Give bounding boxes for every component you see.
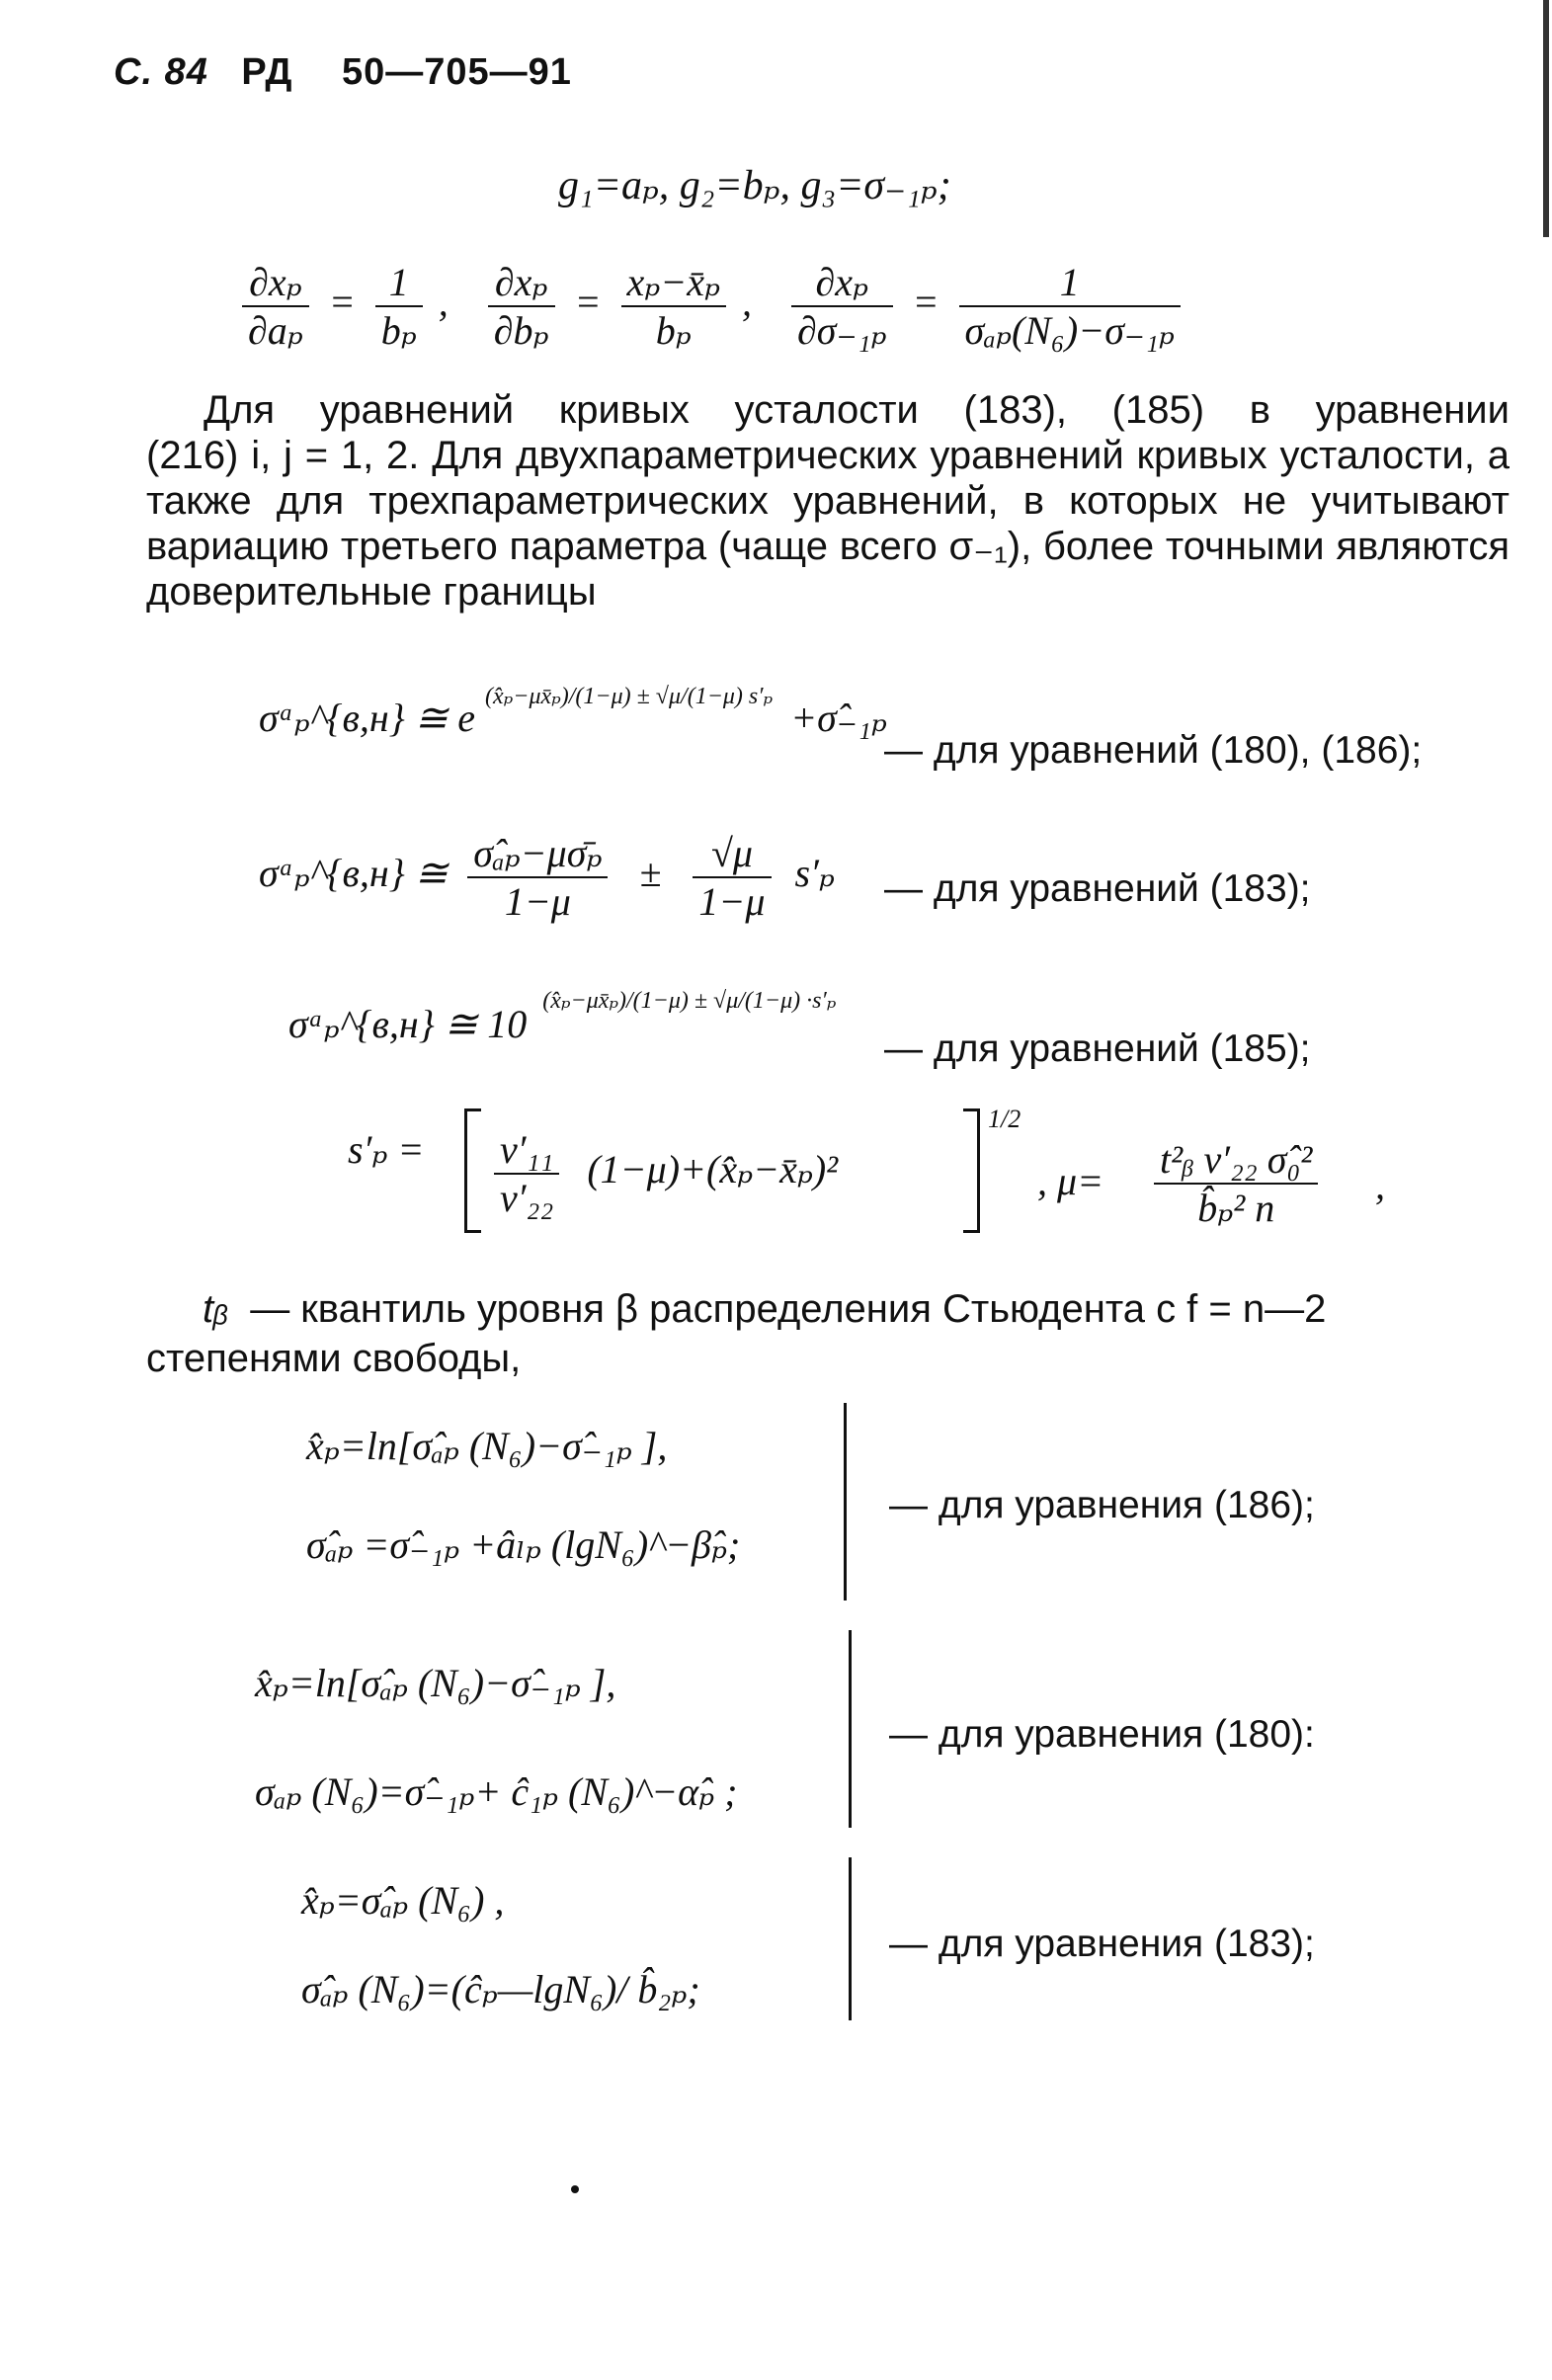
t-beta-line-2: степенями свободы, xyxy=(146,1337,522,1380)
bound-3-lhs: σᵃₚ^{в,н} ≅ 10 xyxy=(288,1002,528,1046)
bound-2-lhs: σᵃₚ^{в,н} ≅ xyxy=(259,851,449,896)
t-beta-line-1 xyxy=(203,1286,1326,1332)
derivative-3-rhs: $\frac{1}{\text{σₐₚ(N₆)−σ₋₁ₚ}}$ xyxy=(959,259,1181,354)
bound-2-s: s′ₚ xyxy=(794,851,835,896)
mu-denominator: b̂ₚ² n xyxy=(1197,1186,1275,1230)
derivative-1-lhs: $\frac{\text{∂xₚ}}{\text{∂aₚ}}$ xyxy=(242,259,309,354)
system-2-label: — для уравнения (180): xyxy=(889,1713,1315,1756)
bound-2-label: — для уравнений (183); xyxy=(884,867,1311,910)
bound-1-label: — для уравнений (180), (186); xyxy=(884,729,1423,772)
page-header xyxy=(114,51,572,94)
bound-1-tail: +σ̂₋₁ₚ xyxy=(790,696,887,740)
s-inner xyxy=(494,1126,838,1221)
bound-1-exponent: (x̂ₚ−μx̄ₚ)/(1−μ) ± √μ/(1−μ) s′ₚ xyxy=(485,684,774,709)
s-end-comma: , xyxy=(1375,1163,1385,1207)
mu-fraction xyxy=(1154,1136,1318,1231)
derivative-2-rhs: $\frac{\text{xₚ−x̄ₚ}}{\text{bₚ}}$ xyxy=(621,259,727,354)
paragraph-rest: (216) i, j = 1, 2. Для двухпараметрических уравнений кривых усталости, а также для трехпараметрических уравнений, в которых не учитывают вариацию третьего параметра (чаще всего σ₋₁), более точными являются доверительные границы xyxy=(146,434,1510,614)
system-1-label: — для уравнения (186); xyxy=(889,1484,1315,1526)
print-speck xyxy=(571,2185,579,2193)
bound-2-formula xyxy=(259,830,835,925)
system-3-brace xyxy=(835,1857,852,2020)
page-number: С. 84 xyxy=(114,51,208,93)
t-beta-symbol: tᵦ xyxy=(203,1287,230,1331)
t-beta-text: — квантиль уровня β распределения Стьюдента с f = n—2 xyxy=(250,1287,1327,1331)
paragraph-line-1: Для уравнений кривых усталости (183), (185) в уравнении xyxy=(204,388,1510,432)
system-3-line-1: x̂ₚ=σ̂ₐₚ (N₆) , xyxy=(301,1878,505,1923)
system-2-line-2: σₐₚ (N₆)=σ̂₋₁ₚ+ ĉ₁ₚ (N₆)^−α̂ₚ ; xyxy=(255,1769,738,1814)
system-2-brace xyxy=(835,1630,852,1828)
system-1-brace xyxy=(830,1403,847,1600)
system-1-line-2: σ̂ₐₚ =σ̂₋₁ₚ +âₗₚ (lgN₆)^−β̂ₚ; xyxy=(306,1522,741,1567)
bound-3-formula xyxy=(288,986,836,1047)
derivative-1-rhs: $\frac{1}{\text{bₚ}}$ xyxy=(375,259,423,354)
s-power: 1/2 xyxy=(988,1105,1021,1133)
bound-3-exponent: (x̂ₚ−μx̄ₚ)/(1−μ) ± √μ/(1−μ) ·s′ₚ xyxy=(542,988,837,1014)
doc-type: РД xyxy=(241,51,293,93)
s-middle: (1−μ)+(x̂ₚ−x̄ₚ)² xyxy=(587,1147,839,1192)
bound-2-fraction: $\frac{\text{σ̂ₐₚ−μσ̄ₚ}}{1-\mu}$ xyxy=(467,830,608,925)
system-3-line-2: σ̂ₐₚ (N₆)=(ĉₚ—lgN₆)/ b̂₂ₚ; xyxy=(301,1967,700,2011)
scan-edge-mark xyxy=(1543,0,1549,237)
derivative-2-lhs: $\frac{\text{∂xₚ}}{\text{∂bₚ}}$ xyxy=(488,259,555,354)
derivative-equations: $\frac{\text{∂xₚ}}{\text{∂aₚ}}$ = $\frac{1}{\text{bₚ}}$ , $\frac{\text{∂xₚ}}{\text{∂bₚ}}$ = $\frac{\text{xₚ−x̄ₚ}}{\text{bₚ}}$ , $\frac{\text{∂xₚ}}{\text{∂σ₋₁ₚ}}$ = $\frac{1}{\text{σₐₚ(N₆)−σ₋₁ₚ}}$ xyxy=(242,259,1181,354)
s-formula xyxy=(348,1126,424,1173)
right-bracket xyxy=(963,1108,980,1233)
bound-1-lhs: σᵃₚ^{в,н} ≅ e xyxy=(259,696,476,740)
g-definitions: g₁=aₚ, g₂=bₚ, g₃=σ₋₁ₚ; xyxy=(558,163,951,208)
system-2-line-1: x̂ₚ=ln[σ̂ₐₚ (N₆)−σ̂₋₁ₚ ], xyxy=(255,1661,616,1705)
paragraph-text xyxy=(146,387,1510,615)
derivative-3-lhs: $\frac{\text{∂xₚ}}{\text{∂σ₋₁ₚ}}$ xyxy=(791,259,893,354)
mu-numerator: t²ᵦ ν′₂₂ σ̂₀² xyxy=(1154,1136,1318,1185)
system-3-label: — для уравнения (183); xyxy=(889,1923,1315,1965)
nu-fraction: $\frac{\text{ν′₁₁}}{\text{ν′₂₂}}$ xyxy=(494,1126,559,1221)
mu-lhs: , μ= xyxy=(1037,1159,1104,1203)
bound-2-plusminus: ± xyxy=(639,851,662,896)
left-bracket xyxy=(464,1108,481,1233)
bound-2-fraction-2: $\frac{√\mu}{1-\mu}$ xyxy=(693,830,771,925)
s-lhs: s′ₚ = xyxy=(348,1127,425,1172)
bound-1-formula xyxy=(259,682,887,741)
system-1-line-1: x̂ₚ=ln[σ̂ₐₚ (N₆)−σ̂₋₁ₚ ], xyxy=(306,1424,668,1468)
doc-number: 50—705—91 xyxy=(341,51,572,93)
bound-3-label: — для уравнений (185); xyxy=(884,1027,1311,1070)
